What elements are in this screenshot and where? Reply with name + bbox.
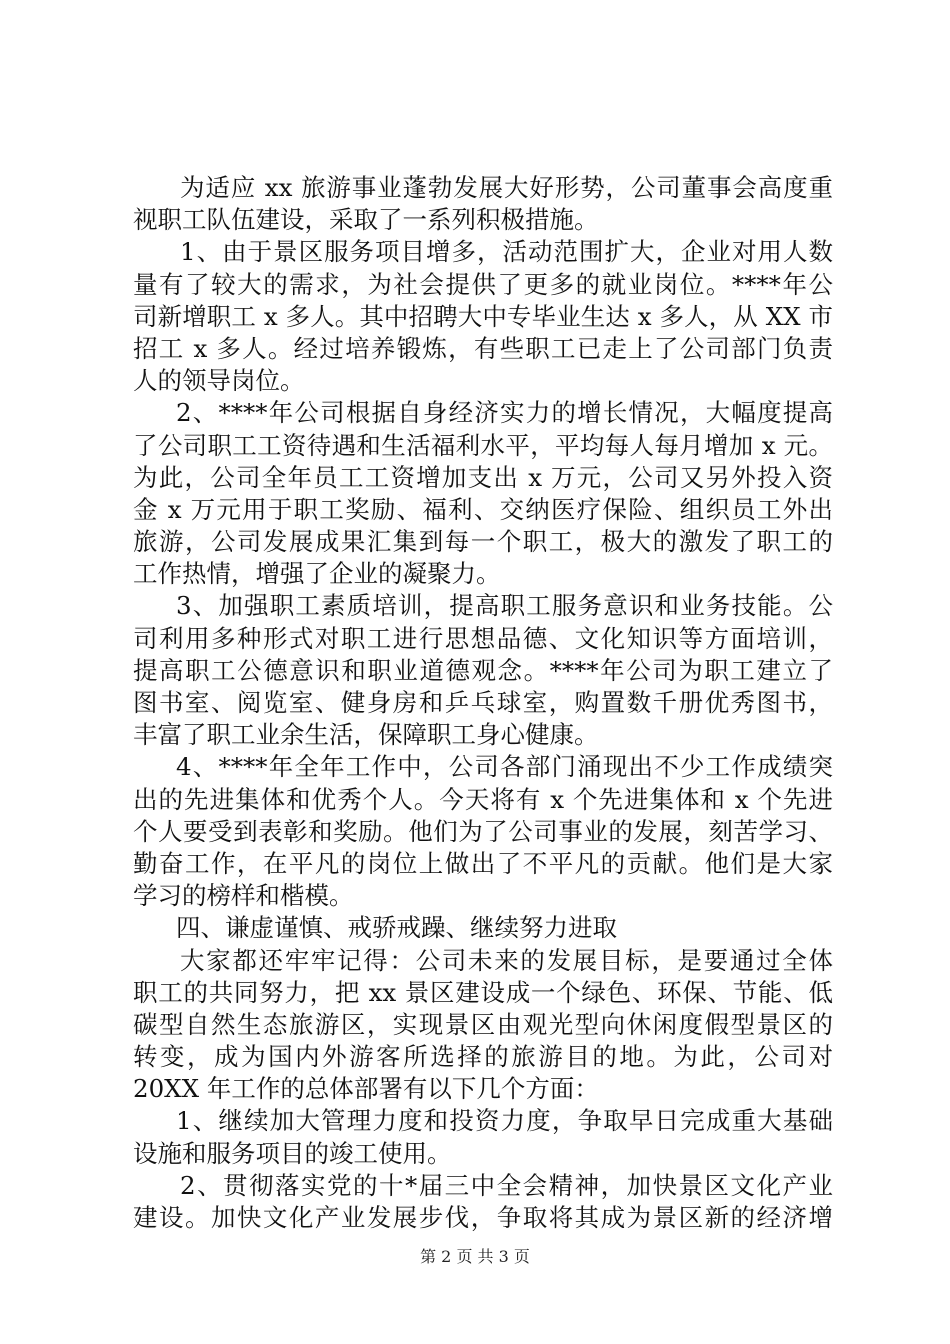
paragraph xyxy=(133,751,833,912)
text-line: 人的领导岗位。 xyxy=(133,366,305,396)
text-line: 司利用多种形式对职工进行思想品德、文化知识等方面培训， xyxy=(133,623,833,653)
paragraph xyxy=(133,1170,833,1234)
paragraph xyxy=(133,1105,833,1169)
text-line: 1、继续加大管理力度和投资力度，争取早日完成重大基础 xyxy=(176,1106,833,1136)
paragraph xyxy=(133,590,833,751)
paragraph xyxy=(133,945,833,1106)
text-line: 碳型自然生态旅游区，实现景区由观光型向休闲度假型景区的 xyxy=(133,1009,833,1039)
text-line: 2、贯彻落实党的十*届三中全会精神，加快景区文化产业 xyxy=(180,1170,833,1200)
text-line: 四、谦虚谨慎、戒骄戒躁、继续努力进取 xyxy=(176,913,617,943)
text-line: 图书室、阅览室、健身房和乒乓球室，购置数千册优秀图书， xyxy=(133,688,833,717)
text-line: 大家都还牢牢记得：公司未来的发展目标，是要通过全体 xyxy=(180,945,833,975)
text-line: 建设。加快文化产业发展步伐，争取将其成为景区新的经济增 xyxy=(133,1203,833,1232)
paragraph xyxy=(133,397,833,590)
text-line: 视职工队伍建设，采取了一系列积极措施。 xyxy=(133,205,599,235)
text-line: 勤奋工作，在平凡的岗位上做出了不平凡的贡献。他们是大家 xyxy=(133,848,833,878)
text-line: 旅游，公司发展成果汇集到每一个职工，极大的激发了职工的 xyxy=(133,527,833,557)
paragraph xyxy=(133,912,833,944)
text-line: 出的先进集体和优秀个人。今天将有 x 个先进集体和 x 个先进 xyxy=(133,784,833,814)
text-line: 1、由于景区服务项目增多，活动范围扩大，企业对用人数 xyxy=(180,237,833,267)
text-line: 3、加强职工素质培训，提高职工服务意识和业务技能。公 xyxy=(176,591,833,621)
text-line: 金 x 万元用于职工奖励、福利、交纳医疗保险、组织员工外出 xyxy=(133,494,833,524)
text-line: 20XX 年工作的总体部署有以下几个方面： xyxy=(133,1074,599,1104)
text-line: 为适应 xx 旅游事业蓬勃发展大好形势，公司董事会高度重 xyxy=(180,173,833,202)
text-line: 2、****年公司根据自身经济实力的增长情况，大幅度提高 xyxy=(176,398,833,428)
page-footer: 第 2 页 共 3 页 xyxy=(420,1247,530,1266)
text-line: 招工 x 多人。经过培养锻炼，有些职工已走上了公司部门负责 xyxy=(133,333,833,363)
paragraph xyxy=(133,236,833,397)
text-line: 个人要受到表彰和奖励。他们为了公司事业的发展，刻苦学习、 xyxy=(133,816,833,846)
text-line: 转变，成为国内外游客所选择的旅游目的地。为此，公司对 xyxy=(133,1042,833,1072)
text-line: 职工的共同努力，把 xx 景区建设成一个绿色、环保、节能、低 xyxy=(133,977,833,1007)
paragraph xyxy=(133,172,833,236)
text-line: 量有了较大的需求，为社会提供了更多的就业岗位。****年公 xyxy=(133,269,833,299)
text-line: 4、****年全年工作中，公司各部门涌现出不少工作成绩突 xyxy=(176,752,833,782)
text-line: 为此，公司全年员工工资增加支出 x 万元，公司又另外投入资 xyxy=(133,462,833,492)
text-line: 学习的榜样和楷模。 xyxy=(133,881,354,911)
text-line: 了公司职工工资待遇和生活福利水平，平均每人每月增加 x 元。 xyxy=(133,430,833,460)
text-line: 司新增职工 x 多人。其中招聘大中专毕业生达 x 多人，从 XX 市 xyxy=(133,301,833,331)
text-line: 丰富了职工业余生活，保障职工身心健康。 xyxy=(133,720,599,750)
text-line: 工作热情，增强了企业的凝聚力。 xyxy=(133,559,501,589)
document-body xyxy=(133,172,833,1234)
text-line: 提高职工公德意识和职业道德观念。****年公司为职工建立了 xyxy=(133,655,833,685)
text-line: 设施和服务项目的竣工使用。 xyxy=(133,1138,452,1168)
